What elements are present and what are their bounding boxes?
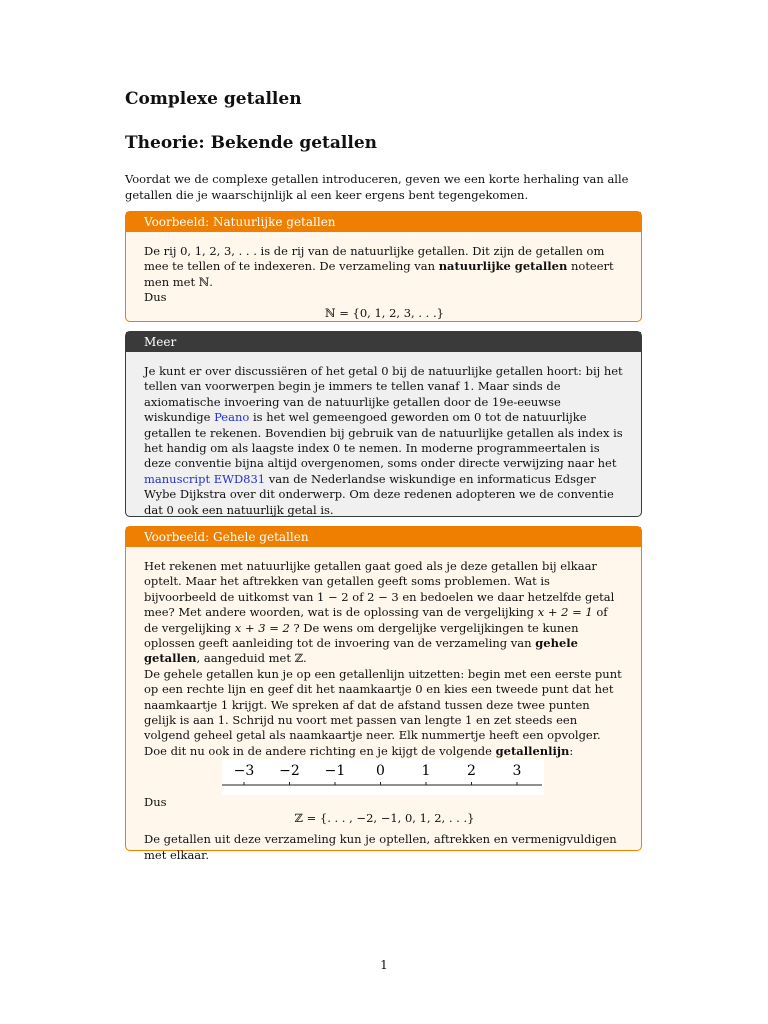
example-natural-numbers-box <box>125 211 642 322</box>
number-line-label: −2 <box>279 763 300 780</box>
text: van de Nederlandse wiskundige en informaticus Edsger Wybe Dijkstra over dit onderwerp. Om deze redenen adopteren we de conventie dat 0 ook een natuurlijk getal is. <box>144 471 614 517</box>
bold-term: getallenlijn <box>495 743 570 758</box>
paragraph <box>144 364 625 518</box>
number-line <box>144 759 625 795</box>
number-line-label: 2 <box>467 763 476 780</box>
formula: ℤ = {. . . , −2, −1, 0, 1, 2, . . .} <box>294 810 475 825</box>
text: Het rekenen met natuurlijke getallen gaat goed als je deze getallen bij elkaar optelt. Maar het aftrekken van getallen geeft soms problemen. Wat is bijvoorbeeld de uitkomst van 1 − 2 of 2 − 3 en bedoelen we daar hetzelfde getal mee? Met andere woorden, wat is de oplossing van de vergelijking <box>144 559 615 620</box>
box-title: Voorbeeld: Gehele getallen <box>126 527 641 547</box>
section-title: Theorie: Bekende getallen <box>125 133 378 153</box>
text: noteert men met ℕ. <box>144 259 614 289</box>
peano-link[interactable]: Peano <box>214 410 250 425</box>
example-integers-box <box>125 526 642 862</box>
text: ? De wens om dergelijke vergelijkingen te kunen oplossen geeft aanleiding tot de invoering van de verzameling van <box>144 620 579 651</box>
number-line-label: 3 <box>512 763 522 780</box>
equation: x + 2 = 1 <box>537 605 593 620</box>
paragraph: De getallen uit deze verzameling kun je optellen, aftrekken en vermenigvuldigen met elkaar. <box>144 832 617 862</box>
paragraph <box>144 559 625 667</box>
box-body <box>126 232 641 331</box>
text: De gehele getallen kun je op een getallenlijn uitzetten: begin met een eerste punt op een rechte lijn en geef dit het naamkaartje 0 en kies een tweede punt dat het naamkaartje 1 krijgt. We spreken af dat de afstand tussen deze twee punten gelijk is aan 1. Schrijd nu voort met passen van lengte 1 en zet steeds een volgend geheel getal als naamkaartje neer. Elk nummertje heeft een opvolger. Doe dit nu ook in de andere richting en je kijgt de volgende <box>144 666 622 758</box>
box-body <box>126 547 641 873</box>
box-title: Voorbeeld: Natuurlijke getallen <box>126 212 641 232</box>
number-line-label: 1 <box>421 763 431 780</box>
text: of de vergelijking <box>144 605 608 635</box>
text: De rij 0, 1, 2, 3, . . . is de rij van de natuurlijke getallen. Dit zijn de getallen om mee te tellen of te indexeren. De verzameling van <box>144 244 605 274</box>
paragraph: Dus <box>144 795 167 810</box>
box-title: Meer <box>126 332 641 352</box>
paragraph: Dus <box>144 290 167 305</box>
bold-term: gehele getallen <box>144 636 578 666</box>
paragraph <box>144 244 625 290</box>
page-number: 1 <box>380 958 388 972</box>
formula: ℕ = {0, 1, 2, 3, . . .} <box>325 305 444 320</box>
intro-paragraph: Voordat we de complexe getallen introduceren, geven we een korte herhaling van alle getallen die je waarschijnlijk al een keer ergens bent tegengekomen. <box>125 172 629 202</box>
document-title: Complexe getallen <box>125 89 302 109</box>
number-line-figure <box>222 759 544 795</box>
text: , aangeduid met ℤ. <box>196 651 307 666</box>
box-body <box>126 352 641 528</box>
number-line-label: −3 <box>233 763 255 780</box>
paragraph <box>144 667 625 759</box>
bold-term: natuurlijke getallen <box>438 259 568 274</box>
text: : <box>569 743 574 758</box>
number-line-label: −1 <box>324 763 346 780</box>
manuscript-link[interactable]: manuscript EWD831 <box>144 471 266 486</box>
text: is het wel gemeengoed geworden om 0 tot de natuurlijke getallen te rekenen. Bovendien bij gebruik van de natuurlijke getallen als index is het handig om als laagste index 0 te nemen. In moderne programmeertalen is deze conventie bijna altijd overgenomen, soms onder directe verwijzing naar het <box>144 410 623 471</box>
text: Je kunt er over discussiëren of het getal 0 bij de natuurlijke getallen hoort: bij het tellen van voorwerpen begin je immers te tellen vanaf 1. Maar sinds de axiomatische invoering van de natuurlijke getallen door de 19e-eeuwse wiskundige <box>144 364 623 425</box>
more-info-box <box>125 331 642 517</box>
number-line-label: 0 <box>376 763 385 780</box>
equation: x + 3 = 2 <box>234 620 290 635</box>
